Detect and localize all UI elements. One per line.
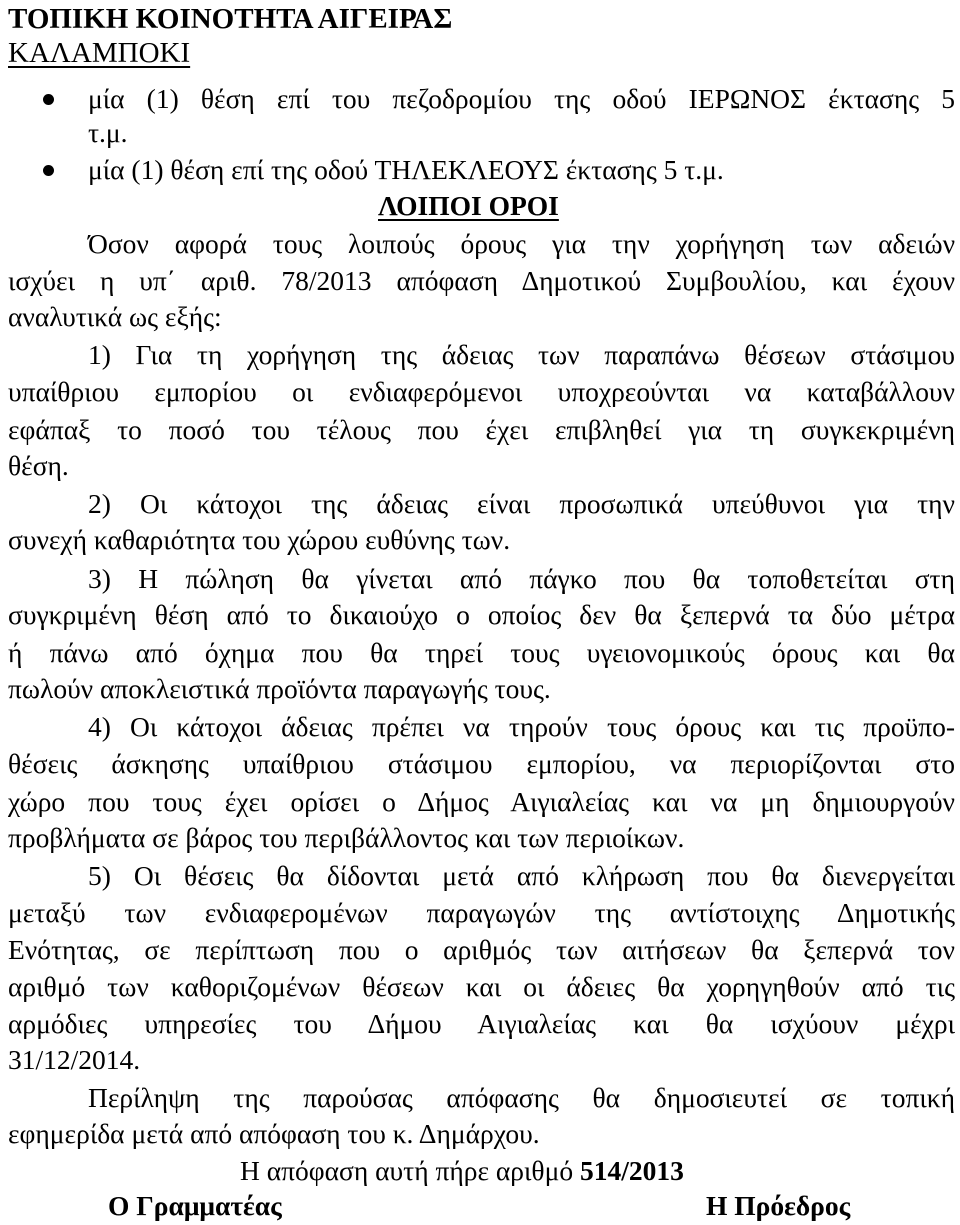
body-line: Ενότητας, σε περίπτωση που ο αριθμός των αιτήσεων θα ξεπερνά τον: [8, 934, 955, 965]
body-line: εφάπαξ το ποσό του τέλους που έχει επιβληθεί για τη συγκεκριμένη: [8, 414, 955, 445]
body-line: 4) Οι κάτοχοι άδειας πρέπει να τηρούν τους όρους και τις προϋπο-: [88, 711, 955, 742]
body-line: χώρο που τους έχει ορίσει ο Δήμος Αιγιαλείας και να μη δημιουργούν: [8, 786, 955, 817]
bullet-icon: [43, 165, 54, 176]
body-line: ισχύει η υπ΄ αριθ. 78/2013 απόφαση Δημοτικού Συμβουλίου, και έχουν: [8, 265, 955, 296]
body-line: υπαίθριου εμπορίου οι ενδιαφερόμενοι υποχρεούνται να καταβάλλουν: [8, 376, 955, 407]
body-line: θέση.: [8, 450, 69, 481]
body-line: συγκριμένη θέση από το δικαιούχο ο οποίος δεν θα ξεπερνά τα δύο μέτρα: [8, 599, 955, 630]
body-line: αρμόδιες υπηρεσίες του Δήμου Αιγιαλείας και θα ισχύουν μέχρι: [8, 1008, 955, 1039]
body-line: 31/12/2014.: [8, 1044, 141, 1075]
body-line: 2) Οι κάτοχοι της άδειας είναι προσωπικά υπεύθυνοι για την: [88, 488, 955, 519]
body-line: συνεχή καθαριότητα του χώρου ευθύνης των.: [8, 524, 511, 555]
bullet-icon: [43, 94, 54, 105]
bullet-2-line-1: μία (1) θέση επί της οδού ΤΗΛΕΚΛΕΟΥΣ έκτασης 5 τ.μ.: [88, 154, 724, 185]
body-line: πωλούν αποκλειστικά προϊόντα παραγωγής τους.: [8, 673, 551, 704]
document-title: ΤΟΠΙΚΗ ΚΟΙΝΟΤΗΤΑ ΑΙΓΕΙΡΑΣ: [8, 3, 453, 35]
decision-prefix: Η απόφαση αυτή πήρε αριθμό: [240, 1155, 580, 1186]
document-subtitle: ΚΑΛΑΜΠΟΚΙ: [8, 37, 191, 69]
body-line: αριθμό των καθοριζομένων θέσεων και οι άδειες θα χορηγηθούν από τις: [8, 971, 955, 1002]
body-line: 5) Οι θέσεις θα δίδονται μετά από κλήρωση που θα διενεργείται: [88, 860, 955, 891]
body-line: αναλυτικά ως εξής:: [8, 301, 222, 332]
body-line: εφημερίδα μετά από απόφαση του κ. Δημάρχου.: [8, 1118, 540, 1149]
decision-number: 514/2013: [579, 1155, 684, 1186]
decision-number-line: [240, 1154, 684, 1188]
body-line: 1) Για τη χορήγηση της άδειας των παραπάνω θέσεων στάσιμου: [88, 339, 955, 370]
body-line: ή πάνω από όχημα που θα τηρεί τους υγειονομικούς όρους και θα: [8, 637, 955, 668]
body-line: Όσον αφορά τους λοιπούς όρους για την χορήγηση των αδειών: [88, 228, 955, 259]
section-title: ΛΟΙΠΟΙ ΟΡΟΙ: [378, 190, 559, 221]
president-signature-label: Η Πρόεδρος: [706, 1190, 851, 1221]
bullet-1-line-2: τ.μ.: [88, 117, 128, 148]
secretary-signature-label: Ο Γραμματέας: [108, 1190, 282, 1221]
body-line: Περίληψη της παρούσας απόφασης θα δημοσιευτεί σε τοπική: [88, 1082, 955, 1113]
body-line: θέσεις άσκησης υπαίθριου στάσιμου εμπορίου, να περιορίζονται στο: [8, 748, 955, 779]
body-line: προβλήματα σε βάρος του περιβάλλοντος και των περιοίκων.: [8, 822, 685, 853]
bullet-1-line-1: μία (1) θέση επί του πεζοδρομίου της οδού ΙΕΡΩΝΟΣ έκτασης 5: [88, 83, 955, 114]
body-line: 3) Η πώληση θα γίνεται από πάγκο που θα τοποθετείται στη: [88, 563, 955, 594]
body-line: μεταξύ των ενδιαφερομένων παραγωγών της αντίστοιχης Δημοτικής: [8, 897, 955, 928]
